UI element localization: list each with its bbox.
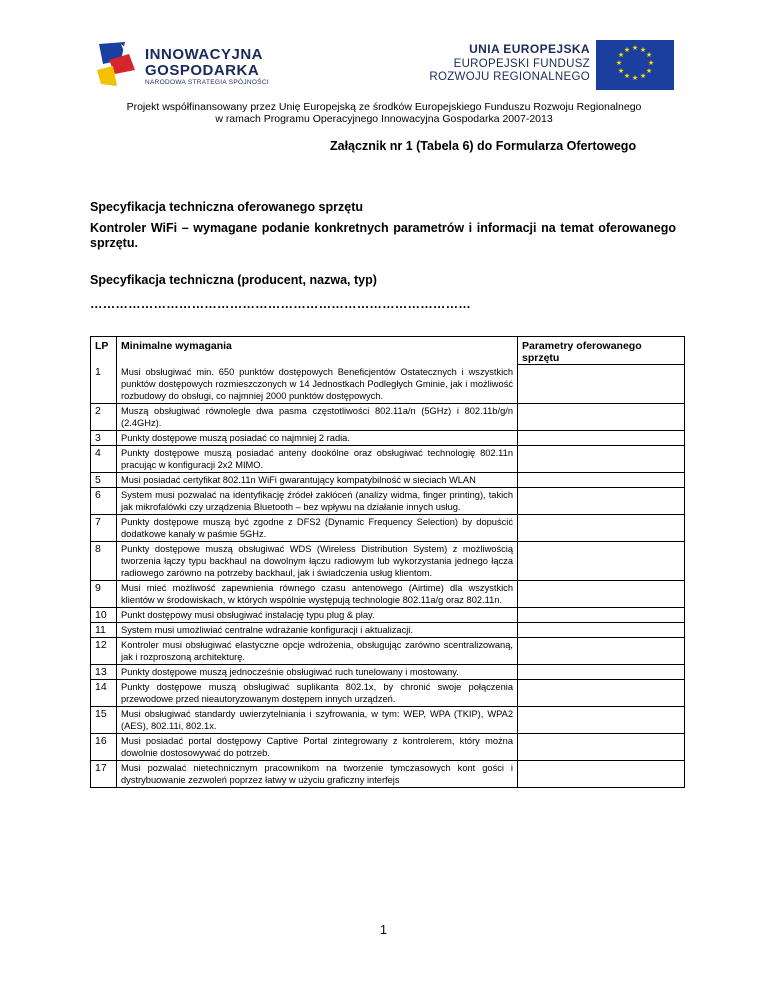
svg-text:★: ★ [647,59,655,67]
logo-right-line1: UNIA EUROPEJSKA [469,42,590,56]
logo-right-line2: EUROPEJSKI FUNDUSZ [453,58,590,70]
row-requirement: Punkty dostępowe muszą obsługiwać WDS (Wireless Distribution System) z możliwością tworzenia łączy typu backhaul na dowolnym łączu radiowym lub wykorzystania jednego łącza radiowego zarówno na potrzeby backhaul, jak i świadczenia usług klientom. [117,541,518,580]
header-lp: LP [91,337,117,365]
page-number: 1 [380,923,387,937]
table-row [91,664,685,679]
cofinancing-line1: Projekt współfinansowany przez Unię Europejską ze środków Europejskiego Funduszu Rozwoju Regionalnego [126,101,642,113]
svg-text:★: ★ [615,59,623,67]
table-row [91,733,685,760]
table-row [91,514,685,541]
table-row [91,607,685,622]
row-lp: 7 [91,514,117,541]
row-lp: 4 [91,445,117,472]
row-requirement: Musi pozwalać nietechnicznym pracownikom na tworzenie tymczasowych kont gości i dystrybuowanie zezwoleń poprzez łatwy w użyciu graficzny interfejs [117,760,518,787]
table-row [91,580,685,607]
annex-title: Załącznik nr 1 (Tabela 6) do Formularza Ofertowego [330,139,637,153]
row-offered-parameters-cell[interactable] [518,541,685,580]
row-requirement: System musi pozwalać na identyfikację źródeł zakłóceń (analizy widma, finger printing), takich jak mikrofalówki czy urządzenia Bluetooth – bez wpływu na działanie innych usług. [117,487,518,514]
table-row [91,760,685,787]
spec-heading: Specyfikacja techniczna oferowanego sprzętu [90,200,363,214]
row-lp: 12 [91,637,117,664]
row-requirement: Muszą obsługiwać równolegle dwa pasma częstotliwości 802.11a/n (5GHz) i 802.11b/g/n (2.4GHz). [117,403,518,430]
row-lp: 13 [91,664,117,679]
row-requirement: Musi obsługiwać min. 650 punktów dostępowych Beneficjentów Ostatecznych i wszystkich punktów dostępowych rozmieszczonych w 14 Jednostkach Podległych Gminie, jak i możliwość rozbudowy do obsługi, co najmniej 2000 punktów dostępowych. [117,365,518,404]
row-lp: 14 [91,679,117,706]
table-row [91,365,685,404]
row-offered-parameters-cell[interactable] [518,514,685,541]
ig-emblem-icon [95,40,143,88]
row-requirement: System musi umożliwiać centralne wdrażanie konfiguracji i aktualizacji. [117,622,518,637]
svg-text:★: ★ [617,51,625,59]
row-offered-parameters-cell[interactable] [518,760,685,787]
row-offered-parameters-cell[interactable] [518,430,685,445]
row-lp: 5 [91,472,117,487]
row-offered-parameters-cell[interactable] [518,580,685,607]
table-row [91,472,685,487]
row-lp: 6 [91,487,117,514]
row-requirement: Punkty dostępowe muszą być zgodne z DFS2 (Dynamic Frequency Selection) by dopuścić dodatkowe kanały w paśmie 5GHz. [117,514,518,541]
row-offered-parameters-cell[interactable] [518,403,685,430]
row-lp: 11 [91,622,117,637]
logo-right-line3: ROZWOJU REGIONALNEGO [429,71,590,83]
row-lp: 10 [91,607,117,622]
row-requirement: Musi posiadać portal dostępowy Captive Portal zintegrowany z kontrolerem, który można dowolnie dostosowywać do potrzeb. [117,733,518,760]
table-header-row [91,337,685,365]
eu-logo [429,40,674,90]
svg-text:★: ★ [645,51,653,59]
row-lp: 15 [91,706,117,733]
row-offered-parameters-cell[interactable] [518,487,685,514]
row-offered-parameters-cell[interactable] [518,679,685,706]
table-row [91,637,685,664]
row-requirement: Musi posiadać certyfikat 802.11n WiFi gwarantujący kompatybilność w sieciach WLAN [117,472,518,487]
logo-left-line3: NARODOWA STRATEGIA SPÓJNOŚCI [145,79,269,86]
row-offered-parameters-cell[interactable] [518,637,685,664]
table-row [91,541,685,580]
table-row [91,622,685,637]
row-requirement: Punkty dostępowe muszą obsługiwać suplikanta 802.1x, by chronić swoje połączenia przewodowe przed nieautoryzowanym dostępem innych urządzeń. [117,679,518,706]
row-requirement: Punkt dostępowy musi obsługiwać instalację typu plug & play. [117,607,518,622]
row-lp: 8 [91,541,117,580]
row-requirement: Kontroler musi obsługiwać elastyczne opcje wdrożenia, obsługując zarówno scentralizowaną, jak i rozproszoną architekturę. [117,637,518,664]
table-row [91,679,685,706]
row-offered-parameters-cell[interactable] [518,472,685,487]
row-lp: 9 [91,580,117,607]
svg-text:★: ★ [623,72,631,80]
requirements-table [90,336,685,788]
row-requirement: Punkty dostępowe muszą jednocześnie obsługiwać ruch tunelowany i mostowany. [117,664,518,679]
table-row [91,445,685,472]
table-row [91,487,685,514]
row-offered-parameters-cell[interactable] [518,733,685,760]
row-lp: 2 [91,403,117,430]
row-requirement: Musi mieć możliwość zapewnienia równego czasu antenowego (Airtime) dla wszystkich klientów w środowiskach, w których wspólnie występują technologie 802.11a/g oraz 802.11n. [117,580,518,607]
row-offered-parameters-cell[interactable] [518,706,685,733]
row-lp: 3 [91,430,117,445]
row-offered-parameters-cell[interactable] [518,445,685,472]
svg-text:★: ★ [639,72,647,80]
table-row [91,430,685,445]
row-lp: 17 [91,760,117,787]
svg-text:★: ★ [617,67,625,75]
row-lp: 16 [91,733,117,760]
header-requirements: Minimalne wymagania [117,337,518,365]
spec-producer-heading: Specyfikacja techniczna (producent, nazwa, typ) [90,273,377,287]
row-offered-parameters-cell[interactable] [518,607,685,622]
row-requirement: Punkty dostępowe muszą posiadać anteny dookólne oraz obsługiwać technologię 802.11n pracując w konfiguracji 2x2 MIMO. [117,445,518,472]
svg-text:★: ★ [623,46,631,54]
table-row [91,706,685,733]
row-offered-parameters-cell[interactable] [518,622,685,637]
cofinancing-line2: w ramach Programu Operacyjnego Innowacyjna Gospodarka 2007-2013 [215,113,553,125]
row-lp: 1 [91,365,117,404]
eu-flag-icon [596,40,674,90]
svg-text:★: ★ [645,67,653,75]
header-parameters: Parametry oferowanego sprzętu [518,337,685,365]
controller-heading: Kontroler WiFi – wymagane podanie konkretnych parametrów i informacji na temat oferowanego sprzętu. [90,221,676,250]
row-offered-parameters-cell[interactable] [518,365,685,404]
logo-left-line1: INNOWACYJNA [145,46,264,63]
row-offered-parameters-cell[interactable] [518,664,685,679]
dotted-fill-line: ……………………………………………………………………………… [90,297,471,311]
table-row [91,403,685,430]
logo-left-line2: GOSPODARKA [145,62,260,79]
row-requirement: Punkty dostępowe muszą posiadać co najmniej 2 radia. [117,430,518,445]
row-requirement: Musi obsługiwać standardy uwierzytelniania i szyfrowania, w tym: WEP, WPA (TKIP), WPA2 (AES), 802.11i, 802.1x. [117,706,518,733]
svg-text:★: ★ [639,46,647,54]
svg-text:★: ★ [631,44,639,52]
eu-logo-text [429,42,590,83]
svg-text:★: ★ [631,74,639,82]
innowacyjna-gospodarka-logo [95,40,285,88]
